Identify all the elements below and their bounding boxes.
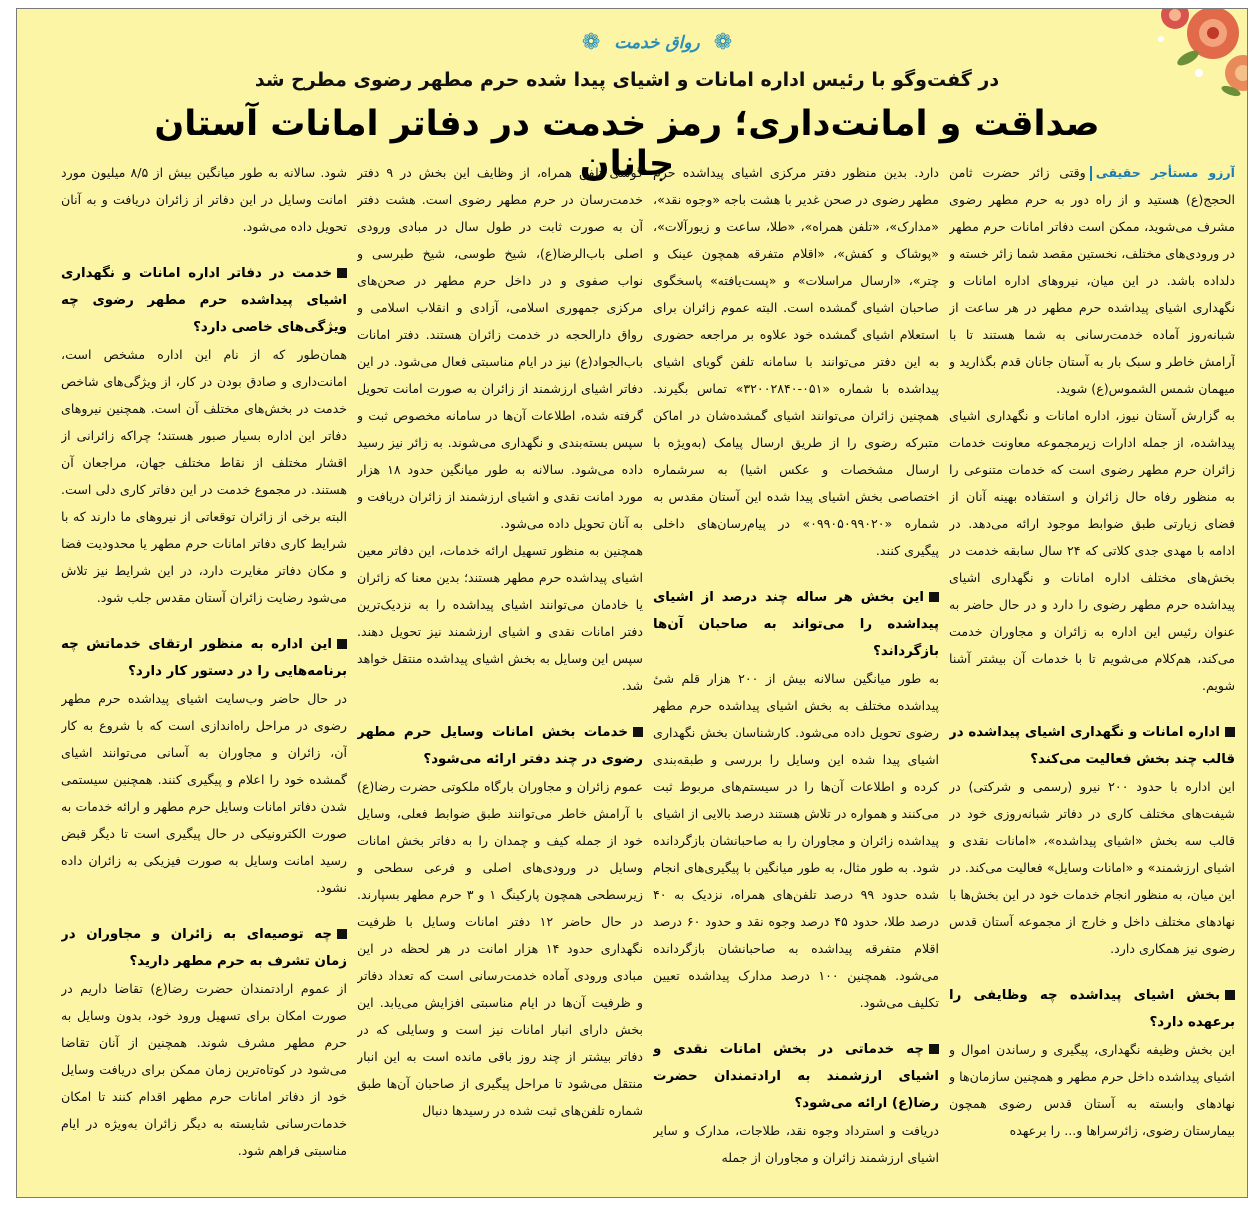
- column-2: [653, 159, 939, 1194]
- kicker: در گفت‌وگو با رئیس اداره امانات و اشیای پیدا شده حرم مطهر رضوی مطرح شد: [254, 69, 1000, 91]
- column-1: [949, 159, 1235, 1194]
- flower-ornament-icon: ❁: [713, 30, 733, 55]
- article-columns: [59, 159, 1235, 1194]
- paragraph: گوشی تلفن همراه، از وظایف این بخش در ۹ دفتر خدمت‌رسان در حرم مطهر رضوی است. هشت دفتر آن به صورت ثابت در طول سال در مبادی ورودی اصلی باب‌الرضا(ع)، شیخ طوسی، شیخ طبرسی و نواب صفوی و در داخل حرم مطهر در صحن‌های مرکزی جمهوری اسلامی، آزادی و انقلاب اسلامی و رواق دارالحجه در خدمت زائران هستند. دفتر امانات باب‌الجواد(ع) نیز در ایام مناسبتی فعال می‌شود. در این دفاتر اشیای ارزشمند از زائران به صورت امانت تحویل گرفته شده، اطلاعات آن‌ها در سامانه مخصوص ثبت و سپس بسته‌بندی و نگهداری می‌شوند. به زائر نیز رسید داده می‌شود. سالانه به طور میانگین حدود ۱۸ هزار مورد امانت نقدی و اشیای ارزشمند از زائران دریافت و به آنان تحویل داده می‌شود.: [357, 165, 643, 531]
- square-bullet-icon: [633, 727, 643, 737]
- question-heading: خدمات بخش امانات وسایل حرم مطهر رضوی در چند دفتر ارائه می‌شود؟: [357, 725, 643, 767]
- section-title: رواق خدمت: [614, 33, 700, 53]
- square-bullet-icon: [337, 268, 347, 278]
- question-heading: این اداره به منظور ارتقای خدماتش چه برنامه‌هایی را در دستور کار دارد؟: [61, 637, 347, 679]
- square-bullet-icon: [337, 639, 347, 649]
- flower-decoration: [1103, 8, 1248, 98]
- section-header: [537, 29, 777, 57]
- answer-paragraph: به طور میانگین سالانه بیش از ۲۰۰ هزار قلم شیٔ پیداشده مختلف به بخش اشیای پیداشده حرم مطهر رضوی تحویل داده می‌شود. کارشناسان بخش نگهداری اشیای پیدا شده این وسایل را بررسی و طبقه‌بندی کرده و اطلاعات آن‌ها را در سیستم‌های مربوط ثبت می‌کنند و همواره در تلاش هستند درصد بالایی از اشیای پیداشده زائران و مجاوران را به صاحبانشان بازگردانده شود. به طور مثال، به طور میانگین با پیگیری‌های انجام شده حدود ۹۹ درصد تلفن‌های همراه، نزدیک به ۴۰ درصد طلا، حدود ۴۵ درصد وجوه نقد و حدود ۶۰ درصد اقلام متفرقه پیداشده به صاحبانشان بازگردانده می‌شود. همچنین ۱۰۰ درصد مدارک پیداشده تعیین تکلیف می‌شود.: [653, 671, 939, 1010]
- author-name: آرزو مستأجر حقیقی: [1095, 165, 1235, 180]
- square-bullet-icon: [1225, 990, 1235, 1000]
- paragraph: دارد. بدین منظور دفتر مرکزی اشیای پیداشده حرم مطهر رضوی در صحن غدیر با هشت باجه «وجوه نقد»، «مدارک»، «تلفن همراه»، «طلا، ساعت و زیورآلات»، «پوشاک و کفش»، «اقلام متفرقه همچون عینک و چتر»، «ارسال مراسلات» و «پست‌یافته» پاسخگوی صاحبان اشیای گمشده است. البته عموم زائران برای استعلام اشیای گمشده خود علاوه بر مراجعه حضوری به این دفتر می‌توانند با سامانه تلفن گویای اشیای پیداشده با شماره «۰۵۱-۳۲۰۰۲۸۴۰» تماس بگیرند. همچنین زائران می‌توانند اشیای گمشده‌شان در اماکن متبرکه رضوی را از طریق ارسال پیامک (به‌ویژه با ارسال مشخصات و عکس اشیا) به سرشماره اختصاصی بخش اشیای پیدا شده این آستان مقدس به شماره «۰۹۹۰۵۰۹۹۰۲۰» در پیام‌رسان‌های داخلی پیگیری کنند.: [653, 165, 939, 558]
- question-heading: چه توصیه‌ای به زائران و مجاوران در زمان تشرف به حرم مطهر دارید؟: [61, 927, 347, 969]
- column-3: [357, 159, 643, 1194]
- answer-paragraph: عموم زائران و مجاوران بارگاه ملکوتی حضرت رضا(ع) با آرامش خاطر می‌توانند طبق ضوابط فعلی، وسایل خود از جمله کیف و چمدان را به دفاتر بخش امانات وسایل در ورودی‌های اصلی و فرعی سطحی و زیرسطحی همچون پارکینگ ۱ و ۳ حرم مطهر بسپارند. در حال حاضر ۱۲ دفتر امانات وسایل با ظرفیت نگهداری حدود ۱۴ هزار امانت در هر لحظه در این مبادی ورودی آماده خدمت‌رسانی است که تعداد دفاتر و ظرفیت آن‌ها در ایام مناسبتی افزایش می‌یابد. این بخش دارای انبار امانات نیز است و وسایلی که در دفاتر بیشتر از چند روز باقی مانده است به این انبار منتقل می‌شود تا مراحل پیگیری از صاحبان آن‌ها طبق شماره تلفن‌های ثبت شده در رسیدها دنبال: [357, 779, 643, 1118]
- question-heading: اداره امانات و نگهداری اشیای پیداشده در قالب چند بخش فعالیت می‌کند؟: [949, 725, 1235, 767]
- square-bullet-icon: [929, 1044, 939, 1054]
- newspaper-page: [16, 8, 1248, 1198]
- square-bullet-icon: [929, 592, 939, 602]
- answer-paragraph: این اداره با حدود ۲۰۰ نیرو (رسمی و شرکتی) در شیفت‌های مختلف کاری در دفاتر شبانه‌روزی خود در قالب سه بخش «اشیای پیداشده»، «امانات نقدی و اشیای ارزشمند» و «امانات وسایل» فعالیت می‌کند. در این میان، به منظور انجام خدمات خود در این بخش‌ها با نهادهای مختلف داخل و خارج از مجموعه آستان قدس رضوی نیز همکاری دارد.: [949, 779, 1235, 956]
- answer-paragraph: همان‌طور که از نام این اداره مشخص است، امانت‌داری و صادق بودن در کار، از ویژگی‌های شاخص خدمت در بخش‌های مختلف آن است. همچنین نیروهای دفاتر این اداره بسیار صبور هستند؛ چراکه زائرانی از اقشار مختلف از نقاط مختلف جهان، مراجعان آن هستند. در مجموع خدمت در این دفاتر کاری دلی است. البته برخی از زائران توقعاتی از نیروهای ما دارند که با شرایط کاری دفاتر امانات حرم مطهر یا محدودیت فضا و مکان دفاتر مغایرت دارد، در این شرایط نیز تلاش می‌شود رضایت زائران آستان مقدس جلب شود.: [61, 347, 347, 605]
- square-bullet-icon: [337, 929, 347, 939]
- author-divider: [1090, 166, 1092, 181]
- answer-paragraph: دریافت و استرداد وجوه نقد، طلاجات، مدارک و سایر اشیای ارزشمند زائران و مجاوران از جمله: [653, 1123, 939, 1165]
- question-heading: بخش اشیای پیداشده چه وظایفی را برعهده دارد؟: [949, 988, 1235, 1030]
- flower-ornament-icon: ❁: [581, 30, 601, 55]
- question-heading: چه خدماتی در بخش امانات نقدی و اشیای ارزشمند به ارادتمندان حضرت رضا(ع) ارائه می‌شود؟: [653, 1042, 939, 1111]
- column-4: [61, 159, 347, 1194]
- answer-paragraph: این بخش وظیفه نگهداری، پیگیری و رساندن اموال و اشیای پیداشده داخل حرم مطهر و همچنین سازمان‌ها و نهادهای وابسته به آستان قدس رضوی همچون بیمارستان رضوی، زائرسراها و... را برعهده: [949, 1042, 1235, 1138]
- paragraph: شود. سالانه به طور میانگین بیش از ۸/۵ میلیون مورد امانت وسایل در این دفاتر از زائران دریافت و به آنان تحویل داده می‌شود.: [61, 165, 347, 234]
- answer-paragraph: در حال حاضر وب‌سایت اشیای پیداشده حرم مطهر رضوی در مراحل راه‌اندازی است که با شروع به کار آن، زائران و مجاوران به آسانی می‌توانند اشیای گمشده خود را اعلام و پیگیری کنند. همچنین سیستمی شدن دفاتر امانات وسایل حرم مطهر و ارائه خدمات به صورت الکترونیکی در حال پیگیری است تا دیگر قبض رسید امانت وسایل به صورت فیزیکی به زائران داده نشود.: [61, 691, 347, 895]
- question-heading: این بخش هر ساله چند درصد از اشیای پیداشده را می‌تواند به صاحبان آن‌ها بازگرداند؟: [653, 590, 939, 659]
- paragraph: همچنین به منظور تسهیل ارائه خدمات، این دفاتر معین اشیای پیداشده حرم مطهر هستند؛ بدین معنا که زائران یا خادمان می‌توانند اشیای پیداشده را به نزدیک‌ترین دفتر امانات نقدی و اشیای ارزشمند نیز تحویل دهند. سپس این وسایل به بخش اشیای پیداشده منتقل خواهد شد.: [357, 543, 643, 693]
- paragraph: به گزارش آستان نیوز، اداره امانات و نگهداری اشیای پیداشده، از جمله ادارات زیرمجموعه معاونت خدمات زائران حرم مطهر رضوی است که خدمات متنوعی را به منظور رفاه حال زائران و استفاده بهینه آنان از فضای زیارتی طبق ضوابط موجود ارائه می‌دهد. در ادامه با مهدی جدی کلاتی که ۲۴ سال سابقه خدمت در بخش‌های مختلف اداره امانات و نگهداری اشیای پیداشده حرم مطهر رضوی را دارد و در حال حاضر به عنوان رئیس این اداره به زائران و مجاوران خدمت می‌کند، هم‌کلام می‌شویم تا با خدمات آن بیشتر آشنا شویم.: [949, 408, 1235, 693]
- intro-paragraph: آرزو مستأجر حقیقیوقتی زائر حضرت ثامن الحجج(ع) هستید و از راه دور به حرم مطهر رضوی مشرف می‌شوید، ممکن است دفاتر امانات حرم مطهر در ورودی‌های مختلف، نخستین مقصد شما زائر خسته و دلداده باشد. در این میان، نیروهای اداره امانات و نگهداری اشیای پیداشده حرم مطهر در هر ساعت از شبانه‌روز آماده خدمت‌رسانی به شما هستند تا با آرامش خاطر و سبک بار به آستان جانان قدم بگذارید و میهمان شمس الشموس(ع) شوید.: [949, 165, 1235, 396]
- question-heading: خدمت در دفاتر اداره امانات و نگهداری اشیای پیداشده حرم مطهر رضوی چه ویژگی‌های خاصی دارد؟: [61, 266, 347, 335]
- answer-paragraph: از عموم ارادتمندان حضرت رضا(ع) تقاضا داریم در صورت امکان برای تسهیل ورود خود، بدون وسایل به حرم مطهر مشرف شوند. همچنین از آنان تقاضا می‌شود در کوتاه‌ترین زمان ممکن برای دریافت وسایل خود از دفاتر امانات حرم مطهر اقدام کنند تا امکان خدمات‌رسانی شایسته به دیگر زائران به‌ویژه در ایام مناسبتی فراهم شود.: [61, 981, 347, 1158]
- headline: صداقت و امانت‌داری؛ رمز خدمت در دفاتر امانات آستان جانان: [154, 104, 1100, 184]
- square-bullet-icon: [1225, 727, 1235, 737]
